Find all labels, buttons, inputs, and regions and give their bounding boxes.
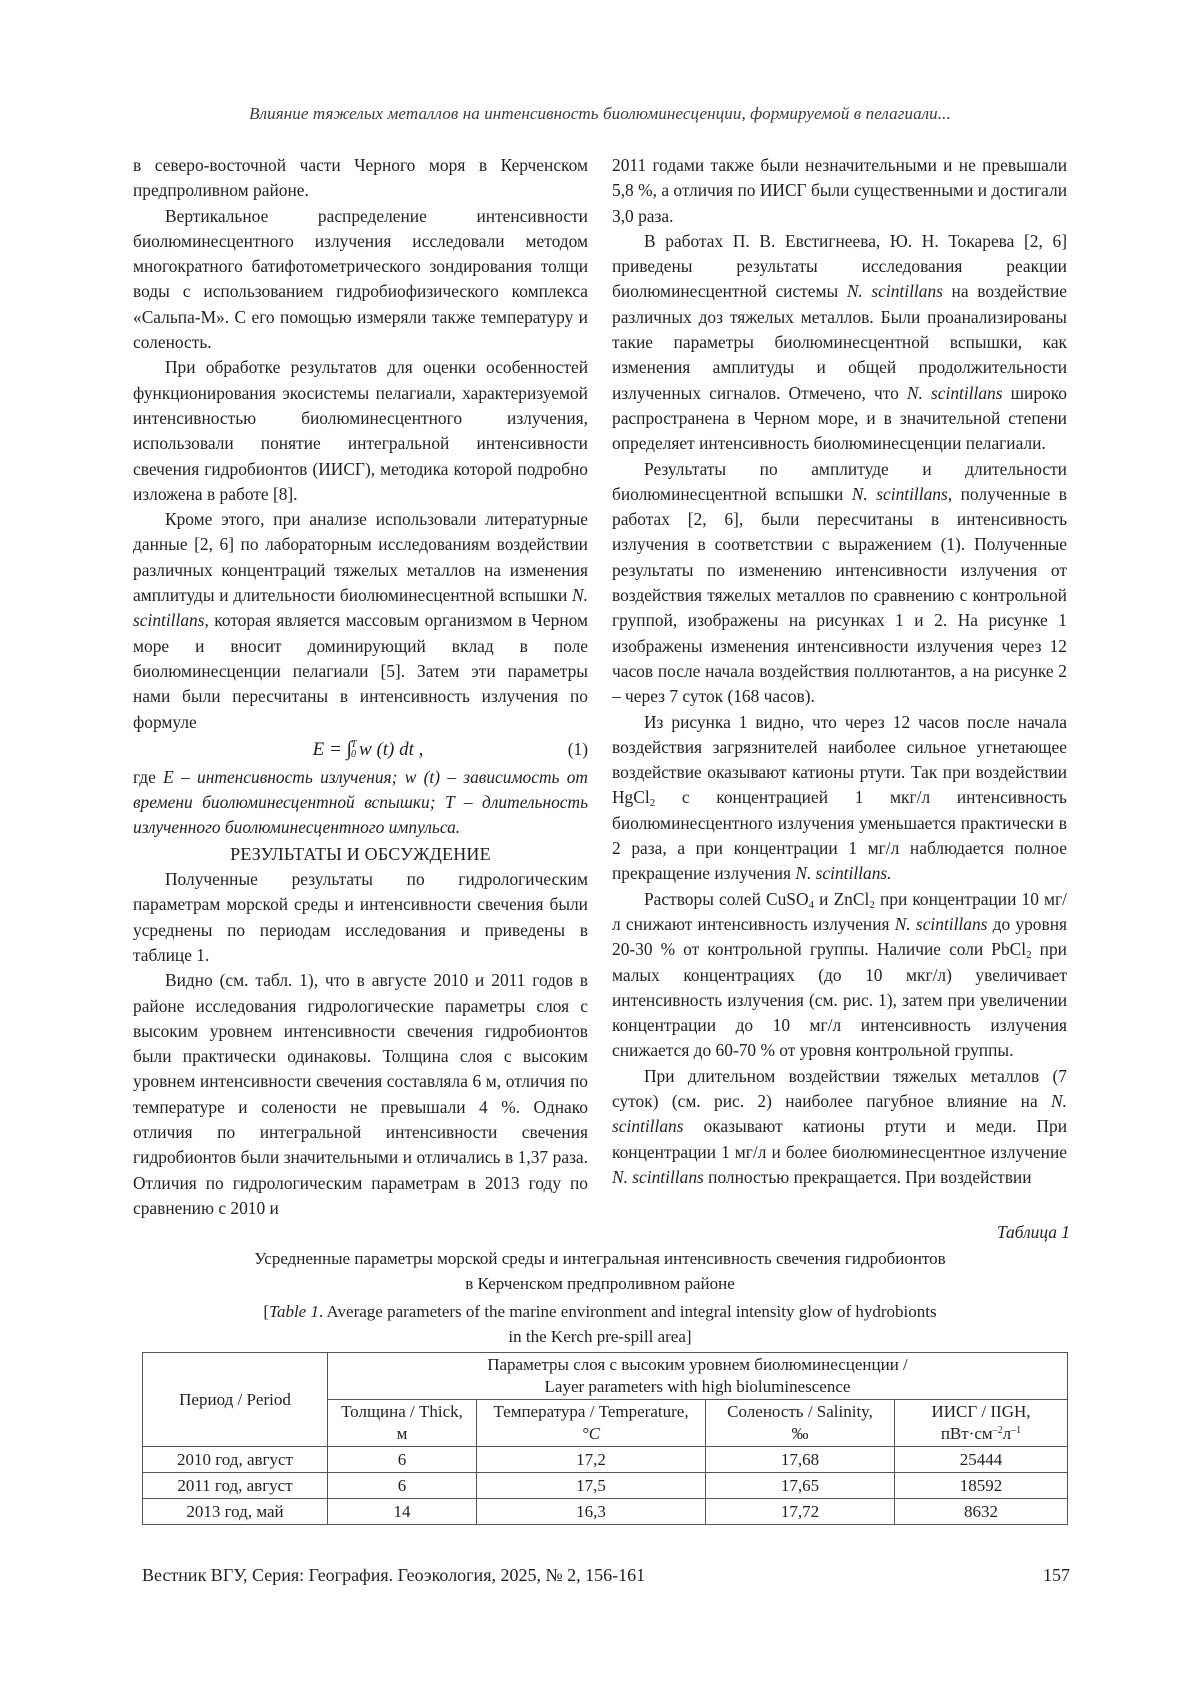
journal-citation: Вестник ВГУ, Серия: География. Геоэкология, 2025, № 2, 156-161 [142,1565,646,1585]
cell-thick: 14 [328,1499,477,1525]
header-unit: °C [581,1424,601,1443]
header-label: Толщина / Thick, [341,1402,463,1421]
paragraph [133,507,588,735]
table-row [143,1499,1068,1525]
right-column [612,153,1067,1190]
paragraph [612,1064,1067,1190]
header-label: ИИСГ / IIGH, [931,1402,1031,1421]
bracket: [ [263,1302,270,1321]
header-thick [328,1400,477,1447]
formula-lhs: E = [312,738,342,760]
paragraph [612,887,1067,1064]
cell-salinity: 17,68 [706,1447,895,1473]
text-run: оказывают катионы ртути и меди. При концентрации 1 мг/л и более биолюминесцентное излучение [612,1116,1067,1162]
cell-period: 2011 год, август [143,1473,328,1499]
cell-temperature: 17,2 [477,1447,706,1473]
cell-temperature: 16,3 [477,1499,706,1525]
header-group [328,1353,1068,1400]
subscript: 2 [869,898,875,911]
text-run: Кроме этого, при анализе использовали литературные данные [2, 6] по лабораторным исследованиям воздействии различных концентраций тяжелых металлов на изменения амплитуды и длительности биолюминесцентной вспышки [133,509,588,606]
caption-line: . Average parameters of the marine environment and integral intensity glow of hydrobionts [318,1302,937,1321]
header-unit: м [396,1424,408,1443]
paragraph: Полученные результаты по гидрологическим параметрам морской среды и интенсивности свечения были усреднены по периодам исследования и приведены в таблице 1. [133,869,588,965]
header-unit [941,1424,1021,1443]
subscript: 2 [649,797,656,810]
unit-exponent: –1 [1011,1425,1022,1436]
paragraph [612,229,1067,457]
header-unit: ‰ [791,1424,809,1443]
text-run: при малых концентрациях (до 10 мкг/л) увеличивает интенсивность излучения (см. рис. 1), затем при увеличении концентрации до 10 мг/л интенсивность излучения снижается до 60-70 % от уровня контрольной группы. [612,939,1067,1061]
cell-thick: 6 [328,1473,477,1499]
species-name: N. scintillans. [795,863,892,884]
cell-iigh: 18592 [895,1473,1068,1499]
header-label: Соленость / Salinity, [727,1402,873,1421]
paragraph: в северо-восточной части Черного моря в Керченском предпроливном районе. [133,155,588,201]
paragraph: 2011 годами также были незначительными и не превышали 5,8 %, а отличия по ИИСГ были существенными и достигали 3,0 раза. [612,155,1067,226]
definition-paragraph [133,765,588,841]
cell-thick: 6 [328,1447,477,1473]
caption-line: в Керченском предпроливном районе [465,1274,735,1293]
table-caption-en [130,1299,1070,1349]
formula-expression [298,734,424,765]
text-run: где [133,766,164,787]
header-iigh [895,1400,1068,1447]
species-name: N. scintillans [894,913,988,934]
header-group-line: Layer parameters with high bioluminescence [544,1377,851,1396]
text-run: При длительном воздействии тяжелых металлов (7 суток) (см. рис. 2) наиболее пагубное влияние на [612,1065,1067,1111]
cell-salinity: 17,65 [706,1473,895,1499]
cell-temperature: 17,5 [477,1473,706,1499]
running-head: Влияние тяжелых металлов на интенсивность биолюминесценции, формируемой в пелагиали... [249,104,951,123]
subscript: 4 [808,898,815,911]
integral-sign: ∫ [346,737,353,760]
table-row [143,1473,1068,1499]
page-number: 157 [1043,1565,1070,1585]
text-run: и ZnCl [814,888,870,909]
integral-limits [351,740,359,760]
subscript: 2 [1026,949,1032,962]
cell-period: 2010 год, август [143,1447,328,1473]
cell-iigh: 25444 [895,1447,1068,1473]
species-name: N. scintillans [612,1090,1067,1137]
formula-rhs: w (t) dt , [359,738,424,760]
text-run: до уровня 20-30 % от контрольной группы. Наличие соли PbCl [612,913,1068,960]
cell-salinity: 17,72 [706,1499,895,1525]
text-run: В работах П. В. Евстигнеева, Ю. Н. Токарева [2, 6] приведены результаты исследования реакции биолюминесцентной системы [612,230,1067,302]
text-run: широко распространена в Черном море, и в значительной степени определяет интенсивность биолюминесценции пелагиали. [612,382,1068,454]
formula [133,734,588,765]
caption-table-label: Table 1 [269,1302,319,1321]
header-label: Температура / Temperature, [493,1402,689,1421]
upper-limit: T [351,739,357,751]
unit-base: пВт·см [940,1424,993,1443]
text-run: Результаты по амплитуде и длительности биолюминесцентной вспышки [612,458,1067,504]
paragraph: Видно (см. табл. 1), что в августе 2010 и 2011 годов в районе исследования гидрологические параметры слоя с высоким уровнем интенсивности свечения гидробионтов были практически одинаковы. Толщина слоя с высоким уровнем интенсивности свечения составляла 6 м, отличия по температуре и солености не превышали 4 %. Однако отличия по интегральной интенсивности свечения гидробионтов были значительными и отличались в 1,37 раза. Отличия по гидрологическим параметрам в 2013 году по сравнению с 2010 и [133,970,588,1218]
text-run: , которая является массовым организмом в Черном море и вносит доминирующий вклад в поле биолюминесценции пелагиали [5]. Затем эти параметры нами были пересчитаны в интенсивность излучения по формуле [133,610,588,732]
header-temperature [477,1400,706,1447]
text-run: с концентрацией 1 мкг/л интенсивность биолюминесцентного излучения уменьшается практически в 2 раза, а при концентрации 1 мг/л наблюдается полное прекращение излучения [612,787,1067,884]
table-label: Таблица 1 [997,1222,1070,1242]
paragraph [612,710,1067,887]
definition-text: E – интенсивность излучения; w (t) – зависимость от времени биолюминесцентной вспышки; T – длительность излученного биолюминесцентного импульса. [133,766,588,838]
left-column [133,153,588,1221]
table-row [143,1447,1068,1473]
text-run: полностью прекращается. При воздействии [703,1166,1032,1187]
species-name: N. scintillans [846,281,943,302]
equation-number: (1) [567,738,588,759]
section-heading: РЕЗУЛЬТАТЫ И ОБСУЖДЕНИЕ [230,843,491,864]
header-group-line: Параметры слоя с высоким уровнем биолюминесценции / [487,1355,908,1374]
paragraph: При обработке результатов для оценки особенностей функционирования экосистемы пелагиали, характеризуемой интенсивностью биолюминесцентного излучения, использовали понятие интегральной интенсивности свечения гидробионтов (ИИСГ), методика которой подробно изложена в работе [8]. [133,357,588,504]
text-run: , полученные в работах [2, 6], были пересчитаны в интенсивность излучения в соответствии с выражением (1). Полученные результаты по изменению интенсивности излучения от воздействия тяжелых металлов по сравнению с контрольной группой, изображены на рисунках 1 и 2. На рисунке 1 изображены изменения интенсивности излучения через 12 часов после начала воздействия поллютантов, а на рисунке 2 – через 7 суток (168 часов). [612,483,1067,707]
header-salinity [706,1400,895,1447]
cell-period: 2013 год, май [143,1499,328,1525]
text-run: на воздействие различных доз тяжелых металлов. Были проанализированы такие параметры биолюминесцентной вспышки, как изменения амплитуды и общей продолжительности излученных сигналов. Отмечено, что [612,281,1067,403]
species-name: N. scintillans [133,585,588,631]
text-run: Растворы солей CuSO [644,888,809,909]
species-name: N. scintillans [851,483,948,504]
table-caption-ru [130,1246,1070,1296]
caption-line: Усредненные параметры морской среды и интегральная интенсивность свечения гидробионтов [254,1249,946,1268]
cell-iigh: 8632 [895,1499,1068,1525]
unit-exponent: –2 [992,1425,1003,1436]
data-table [142,1352,1068,1525]
species-name: N. scintillans [906,382,1003,403]
species-name: N. scintillans [612,1166,704,1187]
unit-mid: л [1002,1424,1012,1443]
paragraph: Вертикальное распределение интенсивности биолюминесцентного излучения исследовали методом многократного батифотометрического зондирования толщи воды с использованием гидробиофизического комплекса «Сальпа-М». С его помощью измеряли также температуру и соленость. [133,205,588,353]
lower-limit: 0 [351,749,357,761]
text-run: Из рисунка 1 видно, что через 12 часов после начала воздействия загрязнителей наиболее сильное угнетающее воздействие оказывают катионы ртути. Так при воздействии HgCl [612,711,1067,808]
text-run: при концентрации 10 мг/л снижают интенсивность излучения [612,888,1067,934]
header-period: Период / Period [143,1353,328,1447]
caption-line: in the Kerch pre-spill area] [508,1327,692,1346]
paragraph [612,457,1067,710]
